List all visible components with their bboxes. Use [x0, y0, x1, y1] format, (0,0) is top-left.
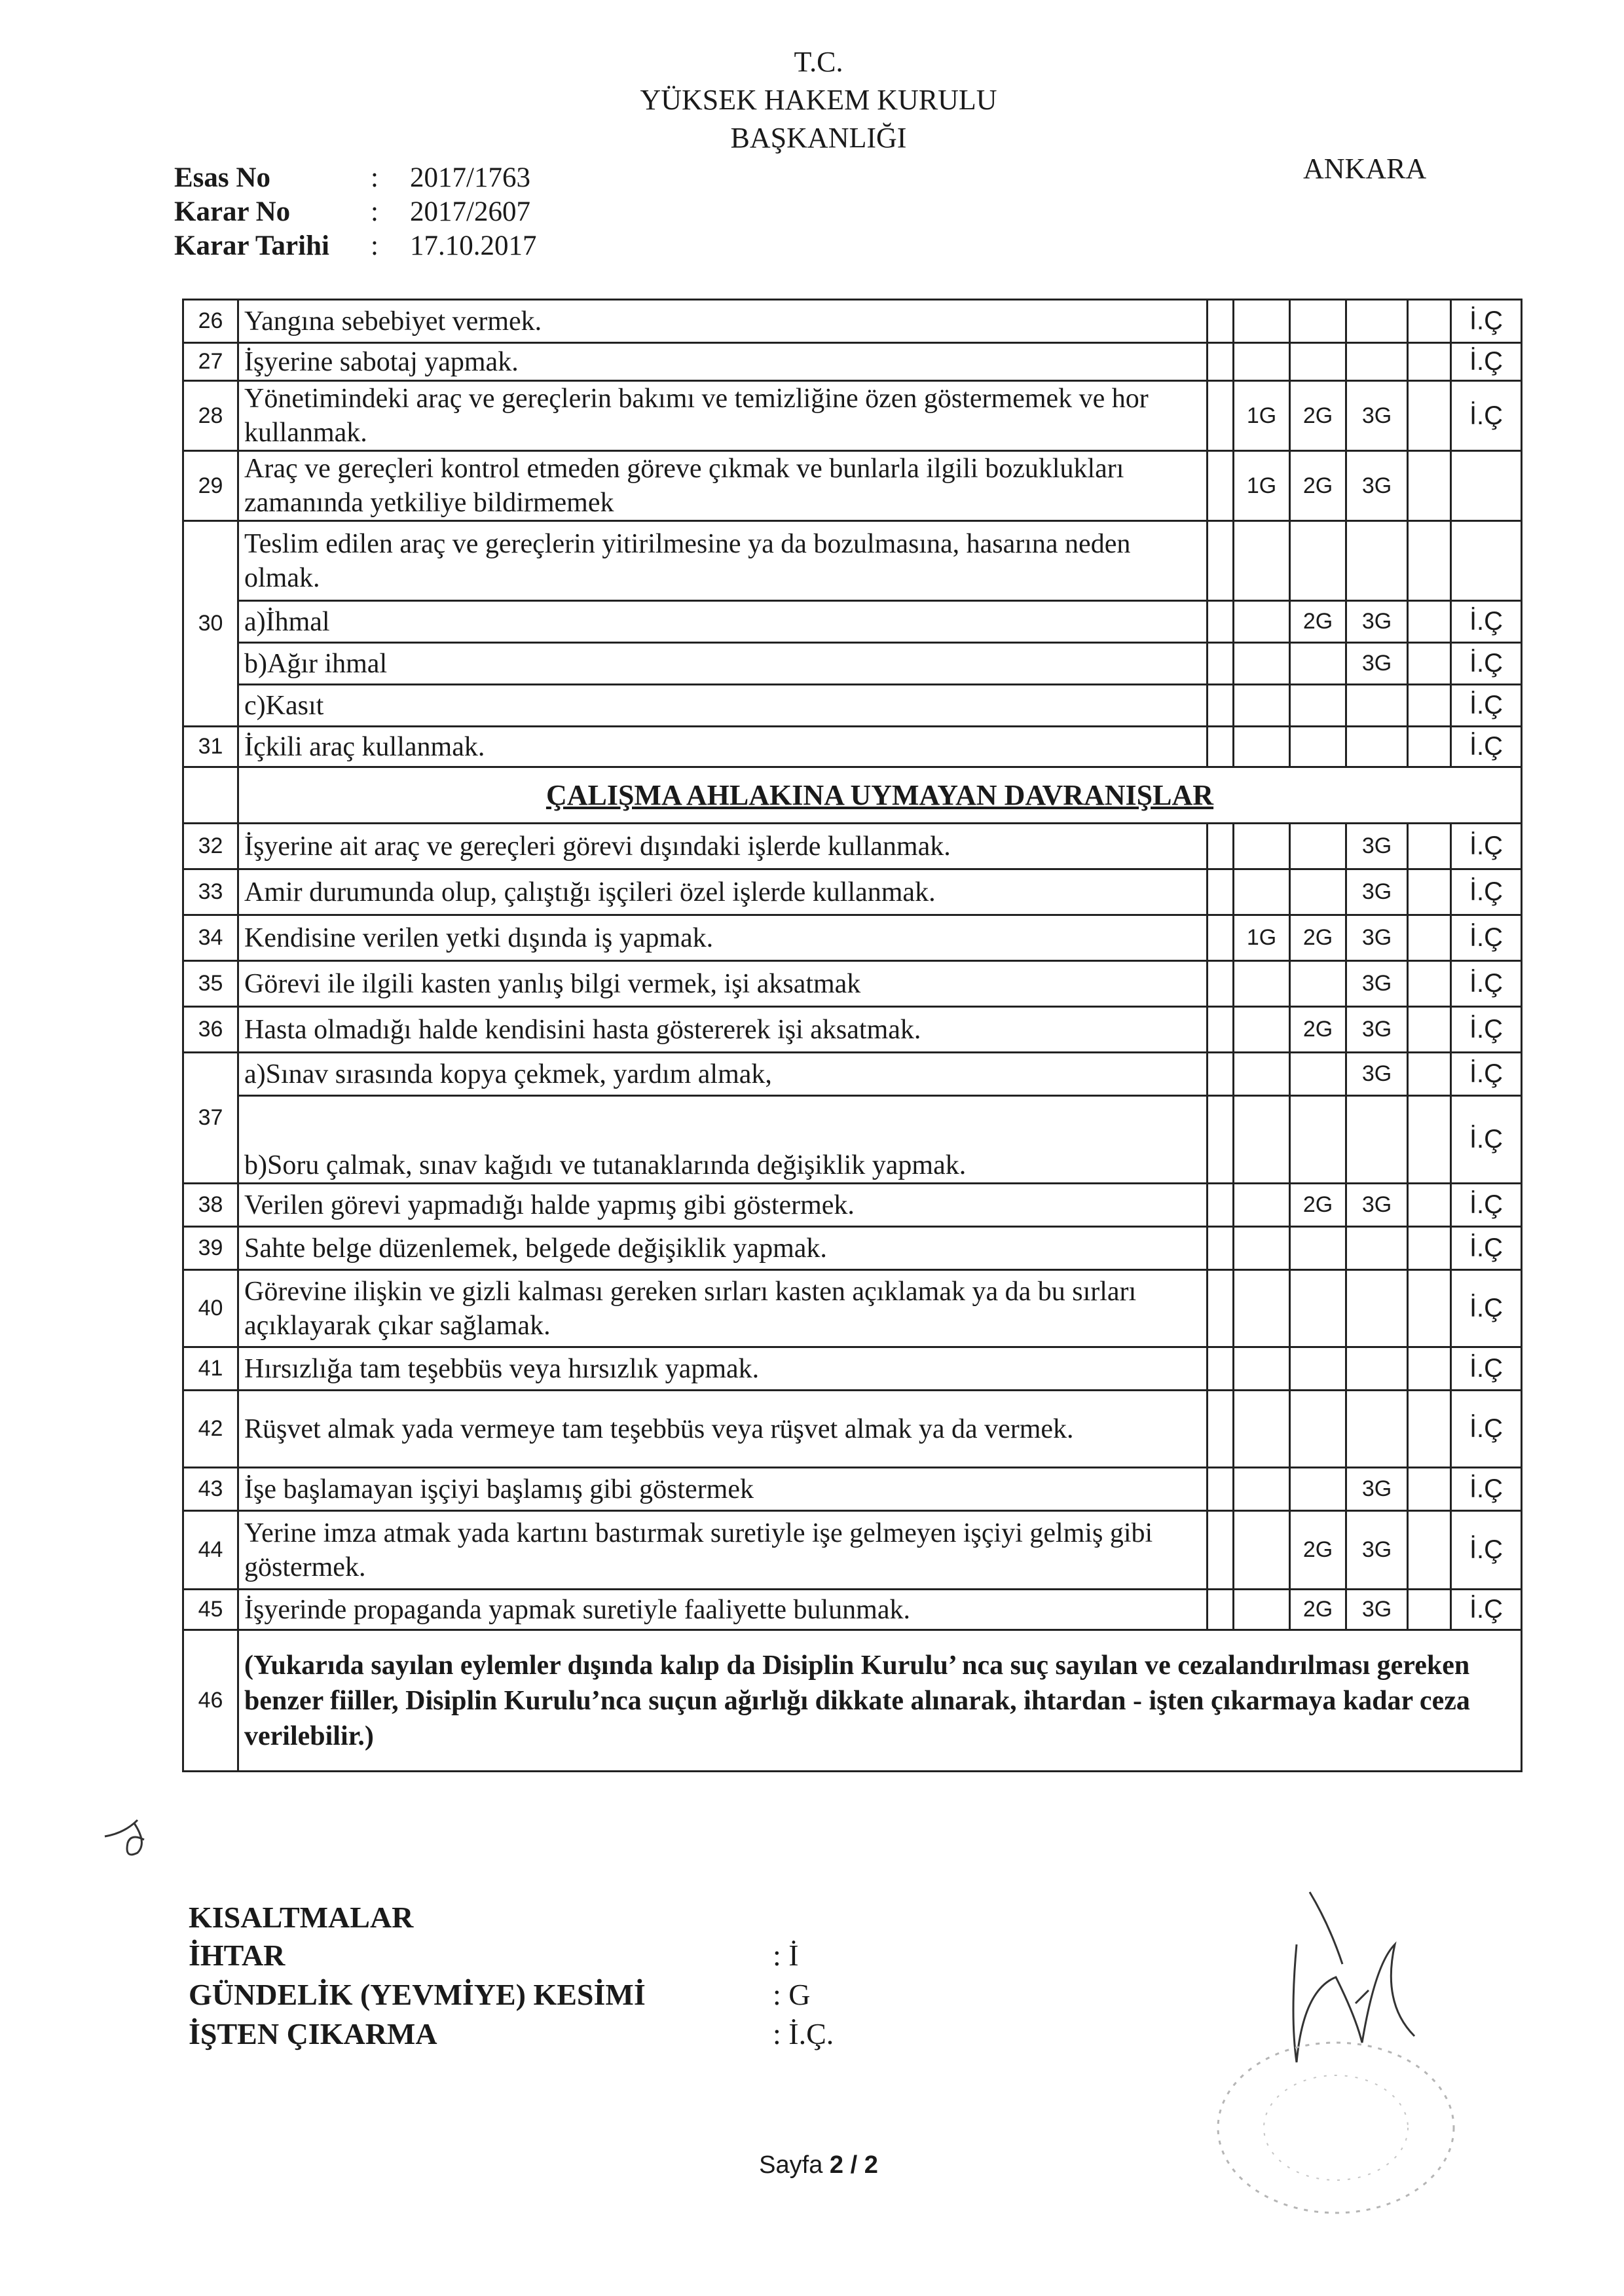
meta-decision-date: Karar Tarihi : 17.10.2017 — [174, 229, 537, 263]
penalty-empty — [1451, 521, 1522, 601]
penalty-3g: 3G — [1346, 961, 1408, 1007]
penalty-empty — [1408, 915, 1451, 961]
penalty-1g — [1234, 1347, 1290, 1391]
abbreviation-value: : İ — [773, 1939, 799, 1972]
penalty-1g — [1234, 300, 1290, 343]
penalty-3g: 3G — [1346, 1590, 1408, 1630]
row-number: 45 — [183, 1590, 238, 1630]
penalty-1g — [1234, 727, 1290, 767]
row-text: Yönetimindeki araç ve gereçlerin bakımı ve temizliğine özen göstermemek ve hor kullanmak. — [238, 381, 1208, 451]
penalty-3g: 3G — [1346, 1007, 1408, 1053]
penalty-empty — [1408, 824, 1451, 869]
penalty-dismissal: İ.Ç — [1451, 1270, 1522, 1347]
penalty-empty — [1208, 727, 1234, 767]
penalty-empty — [1208, 601, 1234, 643]
penalty-empty — [1408, 1270, 1451, 1347]
penalty-dismissal: İ.Ç — [1451, 869, 1522, 915]
penalty-empty — [1408, 1184, 1451, 1227]
abbreviation-label: İŞTEN ÇIKARMA — [189, 2017, 437, 2050]
margin-initial-mark — [98, 1807, 164, 1866]
row-text: c)Kasıt — [238, 685, 1208, 727]
penalty-dismissal: İ.Ç — [1451, 1347, 1522, 1391]
table-row — [183, 915, 1522, 961]
penalty-empty — [1208, 915, 1234, 961]
header-presidency: BAŞKANLIĞI — [730, 122, 907, 154]
penalty-dismissal: İ.Ç — [1451, 1590, 1522, 1630]
row-text-note: (Yukarıda sayılan eylemler dışında kalıp da Disiplin Kurulu’ nca suç sayılan ve cezalandırılması gereken benzer fiiller, Disiplin Kurulu’nca suçun ağırlığı dikkate alınarak, ihtardan - işten çıkarmaya kadar ceza verilebilir.) — [238, 1630, 1522, 1772]
penalty-empty — [1208, 1347, 1234, 1391]
penalty-empty — [1408, 643, 1451, 685]
penalty-empty — [1408, 1511, 1451, 1590]
table-row — [183, 1227, 1522, 1270]
penalty-3g: 3G — [1346, 381, 1408, 451]
penalty-dismissal: İ.Ç — [1451, 1468, 1522, 1511]
section-row — [183, 767, 1522, 824]
row-text: Yangına sebebiyet vermek. — [238, 300, 1208, 343]
meta-case-no: Esas No : 2017/1763 — [174, 161, 530, 195]
penalty-empty — [1208, 381, 1234, 451]
row-number: 38 — [183, 1184, 238, 1227]
penalty-1g — [1234, 1096, 1290, 1184]
penalty-empty — [1408, 300, 1451, 343]
penalty-3g — [1346, 1347, 1408, 1391]
page-number — [747, 2151, 891, 2179]
row-number-empty — [183, 767, 238, 824]
row-text: Kendisine verilen yetki dışında iş yapmak. — [238, 915, 1208, 961]
penalty-dismissal: İ.Ç — [1451, 643, 1522, 685]
abbreviation-value: : İ.Ç. — [773, 2017, 834, 2050]
penalty-empty — [1208, 1468, 1234, 1511]
penalty-dismissal — [1451, 451, 1522, 521]
row-number: 40 — [183, 1270, 238, 1347]
penalty-empty — [1208, 1007, 1234, 1053]
penalty-1g — [1234, 601, 1290, 643]
penalty-dismissal: İ.Ç — [1451, 727, 1522, 767]
penalty-1g: 1G — [1234, 381, 1290, 451]
penalty-empty — [1408, 343, 1451, 381]
section-title: ÇALIŞMA AHLAKINA UYMAYAN DAVRANIŞLAR — [238, 767, 1522, 824]
row-text: Rüşvet almak yada vermeye tam teşebbüs veya rüşvet almak ya da vermek. — [238, 1391, 1208, 1468]
penalty-empty — [1208, 1270, 1234, 1347]
row-number: 44 — [183, 1511, 238, 1590]
table-row — [183, 1468, 1522, 1511]
row-number: 39 — [183, 1227, 238, 1270]
abbreviation-value: : G — [773, 1978, 811, 2011]
row-text: Görevine ilişkin ve gizli kalması gereken sırları kasten açıklamak ya da bu sırları açıklayarak çıkar sağlamak. — [238, 1270, 1208, 1347]
penalty-1g: 1G — [1234, 451, 1290, 521]
table-row — [183, 1096, 1522, 1184]
penalty-empty — [1408, 381, 1451, 451]
row-number: 36 — [183, 1007, 238, 1053]
penalty-2g — [1290, 1053, 1346, 1096]
table-row — [183, 1184, 1522, 1227]
meta-decision-no: Karar No : 2017/2607 — [174, 195, 530, 229]
table-row — [183, 1053, 1522, 1096]
row-number: 28 — [183, 381, 238, 451]
penalty-dismissal: İ.Ç — [1451, 1096, 1522, 1184]
header-tc: T.C. — [794, 46, 843, 78]
row-number: 35 — [183, 961, 238, 1007]
table-row — [183, 343, 1522, 381]
penalty-3g — [1346, 1270, 1408, 1347]
meta-value: 2017/1763 — [410, 162, 530, 193]
penalty-2g — [1290, 1227, 1346, 1270]
penalty-2g — [1290, 1468, 1346, 1511]
penalty-empty — [1408, 1391, 1451, 1468]
penalty-empty — [1208, 1391, 1234, 1468]
penalty-1g — [1234, 961, 1290, 1007]
penalty-2g: 2G — [1290, 601, 1346, 643]
penalty-dismissal: İ.Ç — [1451, 1053, 1522, 1096]
abbreviation-label: İHTAR — [189, 1939, 286, 1972]
penalty-empty — [1208, 1227, 1234, 1270]
penalty-1g — [1234, 1468, 1290, 1511]
penalty-1g — [1234, 643, 1290, 685]
penalty-dismissal: İ.Ç — [1451, 300, 1522, 343]
row-number: 32 — [183, 824, 238, 869]
stamp-seal — [1198, 2016, 1473, 2239]
penalty-1g: 1G — [1234, 915, 1290, 961]
penalty-dismissal: İ.Ç — [1451, 381, 1522, 451]
table-row — [183, 1347, 1522, 1391]
penalty-3g — [1346, 343, 1408, 381]
penalty-3g — [1346, 1391, 1408, 1468]
penalty-dismissal: İ.Ç — [1451, 601, 1522, 643]
meta-label: Karar No — [174, 196, 291, 227]
penalty-2g: 2G — [1290, 381, 1346, 451]
penalty-empty — [1408, 601, 1451, 643]
row-text: b)Ağır ihmal — [238, 643, 1208, 685]
penalty-empty — [1408, 1007, 1451, 1053]
penalty-2g: 2G — [1290, 1590, 1346, 1630]
penalty-2g — [1290, 1391, 1346, 1468]
penalty-empty — [1290, 521, 1346, 601]
row-number: 33 — [183, 869, 238, 915]
penalty-1g — [1234, 1053, 1290, 1096]
penalty-empty — [1208, 643, 1234, 685]
penalty-1g — [1234, 685, 1290, 727]
table-row — [183, 381, 1522, 451]
penalty-3g: 3G — [1346, 915, 1408, 961]
penalty-1g — [1234, 1590, 1290, 1630]
table-row — [183, 685, 1522, 727]
penalty-empty — [1408, 521, 1451, 601]
table-row — [183, 1391, 1522, 1468]
penalty-empty — [1208, 451, 1234, 521]
penalty-3g: 3G — [1346, 869, 1408, 915]
table-row — [183, 1270, 1522, 1347]
penalty-2g — [1290, 1270, 1346, 1347]
penalty-2g: 2G — [1290, 915, 1346, 961]
penalty-2g — [1290, 685, 1346, 727]
header-institution: YÜKSEK HAKEM KURULU — [640, 84, 997, 116]
penalty-empty — [1408, 869, 1451, 915]
table-row — [183, 643, 1522, 685]
penalty-dismissal: İ.Ç — [1451, 1391, 1522, 1468]
penalty-2g — [1290, 343, 1346, 381]
penalty-1g — [1234, 1511, 1290, 1590]
penalty-2g — [1290, 727, 1346, 767]
penalty-3g: 3G — [1346, 1184, 1408, 1227]
row-text: Teslim edilen araç ve gereçlerin yitirilmesine ya da bozulmasına, hasarına neden olmak. — [238, 521, 1208, 601]
table-row — [183, 824, 1522, 869]
abbreviation-label: GÜNDELİK (YEVMİYE) KESİMİ — [189, 1978, 646, 2011]
penalty-empty — [1408, 1227, 1451, 1270]
table-row — [183, 601, 1522, 643]
penalty-empty — [1346, 521, 1408, 601]
penalty-3g — [1346, 1227, 1408, 1270]
penalty-empty — [1208, 1096, 1234, 1184]
penalty-dismissal: İ.Ç — [1451, 343, 1522, 381]
row-number: 31 — [183, 727, 238, 767]
table-row — [183, 451, 1522, 521]
penalty-2g: 2G — [1290, 1511, 1346, 1590]
penalty-empty — [1408, 727, 1451, 767]
row-number: 30 — [183, 521, 238, 727]
penalty-empty — [1208, 1511, 1234, 1590]
row-text: a)Sınav sırasında kopya çekmek, yardım almak, — [238, 1053, 1208, 1096]
table-row — [183, 869, 1522, 915]
penalty-empty — [1408, 1590, 1451, 1630]
penalty-empty — [1408, 1468, 1451, 1511]
penalty-empty — [1408, 685, 1451, 727]
row-text: Yerine imza atmak yada kartını bastırmak suretiyle işe gelmeyen işçiyi gelmiş gibi göstermek. — [238, 1511, 1208, 1590]
penalty-empty — [1408, 451, 1451, 521]
table-row — [183, 1590, 1522, 1630]
row-number: 29 — [183, 451, 238, 521]
meta-value: 2017/2607 — [410, 196, 530, 227]
penalty-empty — [1208, 824, 1234, 869]
penalty-3g: 3G — [1346, 1468, 1408, 1511]
penalty-3g: 3G — [1346, 601, 1408, 643]
row-text: İşyerinde propaganda yapmak suretiyle faaliyette bulunmak. — [238, 1590, 1208, 1630]
penalty-empty — [1234, 521, 1290, 601]
row-number: 43 — [183, 1468, 238, 1511]
row-text: Görevi ile ilgili kasten yanlış bilgi vermek, işi aksatmak — [238, 961, 1208, 1007]
penalty-2g — [1290, 643, 1346, 685]
penalty-3g — [1346, 300, 1408, 343]
penalty-3g: 3G — [1346, 1511, 1408, 1590]
penalty-1g — [1234, 1184, 1290, 1227]
table-row — [183, 1630, 1522, 1772]
penalty-dismissal: İ.Ç — [1451, 1511, 1522, 1590]
penalty-empty — [1208, 1053, 1234, 1096]
meta-value: 17.10.2017 — [410, 230, 537, 261]
penalty-1g — [1234, 1270, 1290, 1347]
penalty-2g — [1290, 1096, 1346, 1184]
table-row — [183, 521, 1522, 601]
row-text: Verilen görevi yapmadığı halde yapmış gibi göstermek. — [238, 1184, 1208, 1227]
page-value: 2 / 2 — [829, 2151, 878, 2179]
penalty-1g — [1234, 1391, 1290, 1468]
row-number: 37 — [183, 1053, 238, 1184]
penalty-empty — [1208, 961, 1234, 1007]
row-number: 42 — [183, 1391, 238, 1468]
row-number: 41 — [183, 1347, 238, 1391]
penalty-1g — [1234, 869, 1290, 915]
penalty-2g — [1290, 869, 1346, 915]
penalty-empty — [1208, 300, 1234, 343]
row-text: İşyerine ait araç ve gereçleri görevi dışındaki işlerde kullanmak. — [238, 824, 1208, 869]
penalty-empty — [1408, 961, 1451, 1007]
penalty-3g: 3G — [1346, 451, 1408, 521]
row-number: 27 — [183, 343, 238, 381]
penalty-3g — [1346, 1096, 1408, 1184]
penalty-dismissal: İ.Ç — [1451, 1007, 1522, 1053]
penalty-empty — [1208, 343, 1234, 381]
penalty-dismissal: İ.Ç — [1451, 961, 1522, 1007]
row-text: İçkili araç kullanmak. — [238, 727, 1208, 767]
penalty-dismissal: İ.Ç — [1451, 1227, 1522, 1270]
penalty-2g — [1290, 961, 1346, 1007]
row-text: Sahte belge düzenlemek, belgede değişiklik yapmak. — [238, 1227, 1208, 1270]
penalty-3g — [1346, 685, 1408, 727]
row-text: b)Soru çalmak, sınav kağıdı ve tutanaklarında değişiklik yapmak. — [238, 1096, 1208, 1184]
penalty-1g — [1234, 1227, 1290, 1270]
penalty-3g: 3G — [1346, 824, 1408, 869]
row-number: 26 — [183, 300, 238, 343]
penalty-2g: 2G — [1290, 451, 1346, 521]
penalty-1g — [1234, 1007, 1290, 1053]
table-row — [183, 961, 1522, 1007]
penalty-empty — [1408, 1096, 1451, 1184]
penalty-empty — [1208, 1184, 1234, 1227]
row-text: Araç ve gereçleri kontrol etmeden göreve çıkmak ve bunlarla ilgili bozuklukları zamanında yetkiliye bildirmemek — [238, 451, 1208, 521]
penalty-empty — [1208, 685, 1234, 727]
meta-label: Karar Tarihi — [174, 230, 329, 261]
penalty-3g — [1346, 727, 1408, 767]
penalty-empty — [1208, 521, 1234, 601]
header-city: ANKARA — [1303, 153, 1427, 185]
row-text: Hırsızlığa tam teşebbüs veya hırsızlık yapmak. — [238, 1347, 1208, 1391]
penalty-2g — [1290, 300, 1346, 343]
penalty-dismissal: İ.Ç — [1451, 824, 1522, 869]
table-row — [183, 1007, 1522, 1053]
penalty-3g: 3G — [1346, 1053, 1408, 1096]
row-number: 46 — [183, 1630, 238, 1772]
penalty-1g — [1234, 824, 1290, 869]
penalty-2g — [1290, 824, 1346, 869]
penalty-dismissal: İ.Ç — [1451, 915, 1522, 961]
penalty-2g — [1290, 1347, 1346, 1391]
row-text: İşyerine sabotaj yapmak. — [238, 343, 1208, 381]
penalty-2g: 2G — [1290, 1007, 1346, 1053]
page-prefix: Sayfa — [759, 2151, 823, 2179]
table-row — [183, 727, 1522, 767]
penalty-empty — [1208, 1590, 1234, 1630]
penalty-2g: 2G — [1290, 1184, 1346, 1227]
penalty-empty — [1208, 869, 1234, 915]
row-number: 34 — [183, 915, 238, 961]
row-text: İşe başlamayan işçiyi başlamış gibi göstermek — [238, 1468, 1208, 1511]
row-text: Amir durumunda olup, çalıştığı işçileri özel işlerde kullanmak. — [238, 869, 1208, 915]
table-row — [183, 1511, 1522, 1590]
penalty-table — [182, 299, 1522, 1772]
penalty-dismissal: İ.Ç — [1451, 685, 1522, 727]
abbreviations-title: KISALTMALAR — [189, 1901, 414, 1934]
penalty-empty — [1408, 1347, 1451, 1391]
penalty-empty — [1408, 1053, 1451, 1096]
penalty-3g: 3G — [1346, 643, 1408, 685]
table-row — [183, 300, 1522, 343]
penalty-dismissal: İ.Ç — [1451, 1184, 1522, 1227]
penalty-1g — [1234, 343, 1290, 381]
row-text: Hasta olmadığı halde kendisini hasta göstererek işi aksatmak. — [238, 1007, 1208, 1053]
meta-label: Esas No — [174, 162, 270, 193]
row-text: a)İhmal — [238, 601, 1208, 643]
